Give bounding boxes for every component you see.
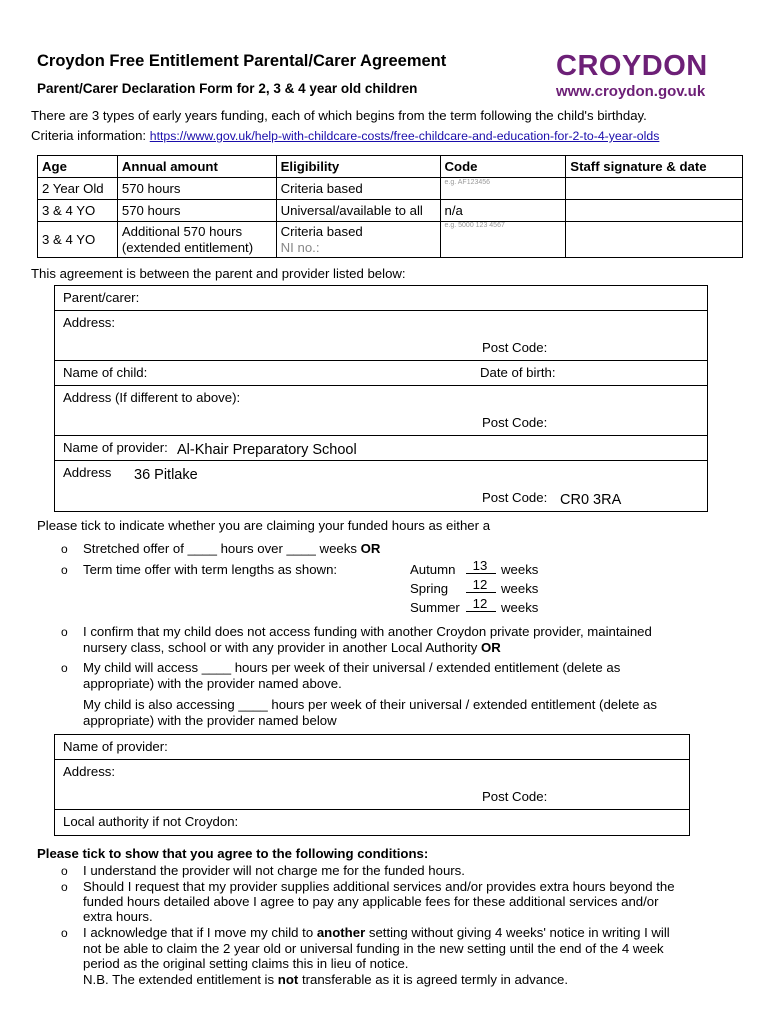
nb-bold: not <box>277 971 299 987</box>
second-address-label: Address: <box>63 764 116 779</box>
autumn-weeks: weeks <box>501 562 539 577</box>
amount-line1: Additional 570 hours <box>121 223 243 239</box>
second-provider-box <box>54 734 690 836</box>
spring-label: Spring <box>410 581 449 596</box>
postcode2-label: Post Code: <box>482 415 548 430</box>
also-line2: appropriate) with the provider named below <box>83 713 337 728</box>
provider-address-label: Address <box>63 465 112 480</box>
page-subtitle: Parent/Carer Declaration Form for 2, 3 & 4 year old children <box>37 81 418 96</box>
postcode2-row[interactable] <box>55 411 707 436</box>
cell-age: 3 & 4 YO <box>38 200 118 222</box>
checkbox-condition-2[interactable]: o <box>61 880 68 894</box>
provider-postcode-value: CR0 3RA <box>560 492 622 508</box>
criteria-line <box>31 128 659 143</box>
parent-row[interactable] <box>55 286 707 311</box>
dob-label: Date of birth: <box>480 365 556 380</box>
cell-amount: 570 hours <box>117 200 276 222</box>
table-header-row <box>38 156 743 178</box>
cell-code: n/a <box>440 200 566 222</box>
autumn-underline <box>466 573 496 574</box>
page-title: Croydon Free Entitlement Parental/Carer Agreement <box>37 52 447 70</box>
second-postcode-label: Post Code: <box>482 789 548 804</box>
condition-3-line2: not be able to claim the 2 year old or universal funding in the new setting until the end of the 4 week <box>83 940 664 956</box>
also-text <box>83 697 657 729</box>
provider-value: Al-Khair Preparatory School <box>177 442 357 458</box>
postcode-row[interactable] <box>55 336 707 361</box>
condition-2-line1: Should I request that my provider supplies additional services and/or provides extra hours beyond the <box>83 879 675 894</box>
croydon-logo <box>556 52 718 100</box>
cell-eligibility: Criteria based <box>276 178 440 200</box>
condition-2-line3: extra hours. <box>83 909 153 924</box>
funding-table <box>37 155 743 258</box>
confirm-text <box>83 624 652 656</box>
amount-line2: (extended entitlement) <box>121 239 254 255</box>
local-authority-row[interactable] <box>55 810 689 835</box>
cell-age: 3 & 4 YO <box>38 222 118 258</box>
provider-postcode-row[interactable] <box>55 486 707 511</box>
cell-eligibility[interactable] <box>276 222 440 258</box>
checkbox-stretched[interactable]: o <box>61 542 68 556</box>
logo-name: CROYDON <box>556 50 708 82</box>
local-authority-label: Local authority if not Croydon: <box>63 814 239 829</box>
summer-value[interactable]: 12 <box>472 596 488 611</box>
code-hint: e.g. AF123456 <box>444 178 491 186</box>
stretched-offer <box>83 541 380 556</box>
provider-label: Name of provider: <box>63 440 168 455</box>
stretched-text: Stretched offer of ____ hours over ____ weeks <box>83 541 357 556</box>
table-row <box>38 178 743 200</box>
condition-3-bold: another <box>316 925 366 940</box>
autumn-label: Autumn <box>410 562 456 577</box>
header-eligibility: Eligibility <box>276 156 440 178</box>
criteria-link[interactable]: https://www.gov.uk/help-with-childcare-costs/free-childcare-and-education-for-2-to-4-year-olds <box>149 129 660 143</box>
address-diff-row[interactable] <box>55 386 707 411</box>
agreement-intro: This agreement is between the parent and provider listed below: <box>31 266 406 281</box>
second-address-row[interactable] <box>55 760 689 785</box>
also-line1: My child is also accessing ____ hours per week of their universal / extended entitlement (delete as <box>83 697 657 712</box>
condition-3-line3: period as the original setting claims this in lieu of notice. <box>83 956 409 971</box>
access-text <box>83 660 620 692</box>
access-line1: My child will access ____ hours per week of their universal / extended entitlement (delete as <box>83 660 621 675</box>
child-label: Name of child: <box>63 365 148 380</box>
checkbox-condition-3[interactable]: o <box>61 926 68 940</box>
summer-label: Summer <box>410 600 460 615</box>
spring-weeks: weeks <box>501 581 539 596</box>
cell-staff-signature[interactable] <box>566 222 743 258</box>
condition-2-line2: funded hours detailed above I agree to pay any applicable fees for these additional services and/or <box>83 894 659 909</box>
child-row[interactable] <box>55 361 707 386</box>
intro-text: There are 3 types of early years funding, each of which begins from the term following the child's birthday. <box>31 108 647 123</box>
second-postcode-row[interactable] <box>55 785 689 810</box>
table-row <box>38 222 743 258</box>
cell-amount <box>117 222 276 258</box>
nb-pre: N.B. The extended entitlement is <box>83 971 275 987</box>
header-amount: Annual amount <box>117 156 276 178</box>
cell-staff-signature[interactable] <box>566 178 743 200</box>
nb-post: transferable as it is agreed termly in advance. <box>301 971 569 987</box>
logo-url: www.croydon.gov.uk <box>556 83 706 100</box>
provider-row[interactable] <box>55 436 707 461</box>
agreement-box <box>54 285 708 512</box>
address-diff-label: Address (If different to above): <box>63 390 241 405</box>
checkbox-termtime[interactable]: o <box>61 563 68 577</box>
cell-eligibility: Universal/available to all <box>276 200 440 222</box>
provider-address-value: 36 Pitlake <box>134 467 198 483</box>
confirm-line2: nursery class, school or with any provider in another Local Authority <box>83 640 478 655</box>
provider-address-row[interactable] <box>55 461 707 486</box>
termtime-text: Term time offer with term lengths as shown: <box>83 562 338 577</box>
stretched-or: OR <box>360 541 381 556</box>
address-label: Address: <box>63 315 116 330</box>
address-row[interactable] <box>55 311 707 336</box>
confirm-line1: I confirm that my child does not access funding with another Croydon private provider, maintained <box>83 624 652 639</box>
header-age: Age <box>38 156 118 178</box>
access-line2: appropriate) with the provider named above. <box>83 676 342 691</box>
cell-staff-signature[interactable] <box>566 200 743 222</box>
second-provider-label: Name of provider: <box>63 739 168 754</box>
criteria-label: Criteria information: <box>31 128 147 143</box>
parent-label: Parent/carer: <box>63 290 140 305</box>
provider-postcode-label: Post Code: <box>482 490 548 505</box>
autumn-value[interactable]: 13 <box>472 558 488 573</box>
condition-1: I understand the provider will not charge me for the funded hours. <box>83 863 465 878</box>
ni-number-label: NI no.: <box>280 239 320 255</box>
second-provider-row[interactable] <box>55 735 689 760</box>
code-hint: e.g. 5000 123 4567 <box>444 222 505 229</box>
table-row <box>38 200 743 222</box>
condition-2 <box>83 879 675 924</box>
spring-value[interactable]: 12 <box>472 577 488 592</box>
checkbox-access[interactable]: o <box>61 661 68 675</box>
cell-amount: 570 hours <box>117 178 276 200</box>
header-staff: Staff signature & date <box>566 156 743 178</box>
conditions-heading: Please tick to show that you agree to the following conditions: <box>37 846 429 861</box>
cell-age: 2 Year Old <box>38 178 118 200</box>
condition-3-pre: I acknowledge that if I move my child to <box>83 925 314 940</box>
summer-weeks: weeks <box>501 600 539 615</box>
cell-code[interactable] <box>440 222 566 258</box>
eligibility-line1: Criteria based <box>280 223 363 239</box>
checkbox-confirm[interactable]: o <box>61 625 68 639</box>
cell-code[interactable] <box>440 178 566 200</box>
summer-underline <box>466 611 496 612</box>
postcode-label: Post Code: <box>482 340 548 355</box>
claim-intro: Please tick to indicate whether you are claiming your funded hours as either a <box>37 518 491 533</box>
spring-underline <box>466 592 496 593</box>
condition-3 <box>83 925 670 987</box>
confirm-or: OR <box>481 640 501 655</box>
checkbox-condition-1[interactable]: o <box>61 864 68 878</box>
condition-3-post: setting without giving 4 weeks' notice in writing I will <box>368 925 670 940</box>
header-code: Code <box>440 156 566 178</box>
